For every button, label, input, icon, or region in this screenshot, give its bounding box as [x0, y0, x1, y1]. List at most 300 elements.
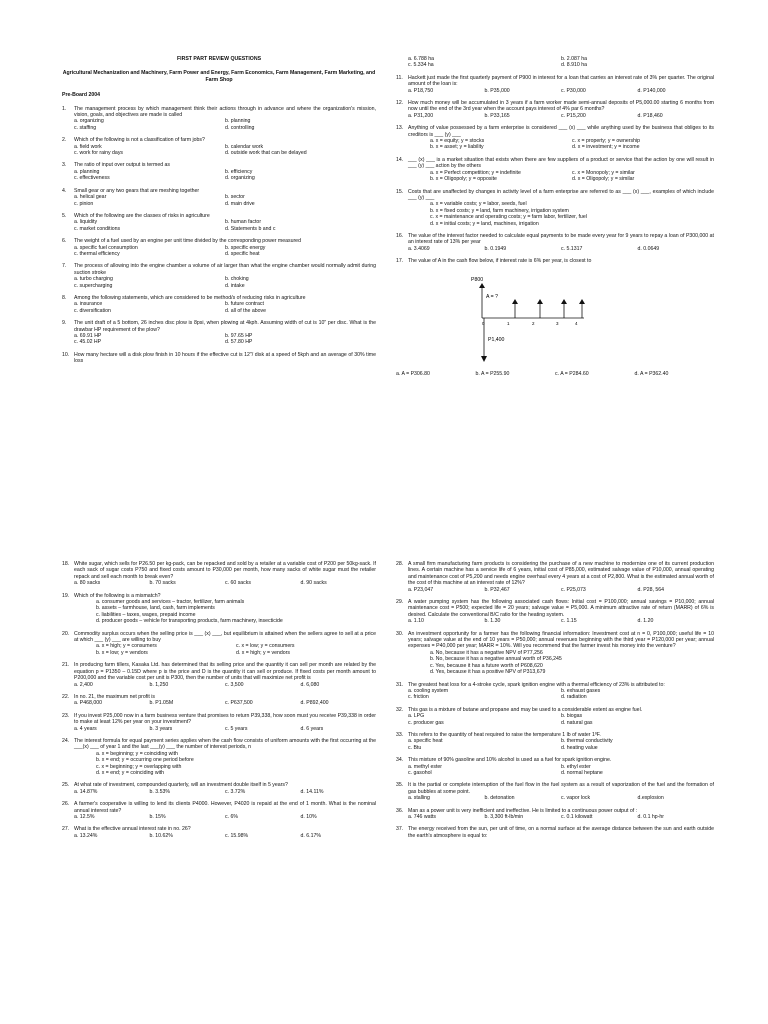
option: b. 1,250: [149, 681, 169, 688]
option: c. x = Monopoly; y = similar: [572, 169, 635, 176]
option-row: [408, 176, 714, 182]
question-item: [396, 100, 714, 119]
option: d. controlling: [225, 124, 255, 131]
question-item: [62, 694, 376, 707]
question-text: This gas is a mixture of butane and propane and may be used to a considerable extent as engine fuel.: [408, 706, 643, 713]
question-number: 1.: [62, 105, 67, 112]
question-options: [408, 201, 714, 227]
option: b. x = Oligopoly; y = opposite: [430, 176, 497, 183]
option: d. Statements b and c: [225, 225, 276, 232]
question-item: [396, 258, 714, 264]
question-item: [62, 295, 376, 314]
question-options: [74, 194, 376, 207]
option: b. calendar work: [225, 143, 264, 150]
option: a. x = equity; y = stocks: [430, 138, 485, 145]
option: d. intake: [225, 282, 245, 289]
a-label: A = ?: [486, 293, 498, 300]
option: d. P18,460: [637, 112, 663, 119]
option: a. 2,400: [74, 681, 93, 688]
question-text: What is the effective annual interest rate in no. 26?: [74, 826, 191, 833]
question-text: A water pumping system has the following associated cash flows: Initial cost = P100,000; annual savings = P10,000; annual maintenance cost = P500; expected life = 20 years; salvage value = P5,000. A minimum attractive rate of return (MARR) of 6% is desired. Calculate the conventional B/C ratio for the heating system.: [408, 599, 714, 618]
question-text: In producing farm tillers, Kasaka Ltd. has determined that its selling price and the quantity it can sell per month are related by the equation p = P1350 – 0.15D where p is the price and D is the quantity it can sell or produce. If fixed costs per month amount to P200,000 and the variable cost per unit is P300, then the number of units that will maximize net profit is: [74, 662, 376, 682]
option: b. 15%: [149, 814, 166, 820]
option: a. P31,200: [408, 112, 434, 119]
option: c. P25,073: [561, 586, 586, 593]
p1400-arrowhead: [481, 356, 487, 362]
section-heading: Pre-Board 2004: [62, 92, 101, 99]
option: d. x = initial costs; y = land, machines, irrigation: [430, 220, 539, 227]
option: d. A = P362.40: [634, 370, 669, 377]
option: a. x = Perfect competition; y = indefinite: [430, 169, 521, 176]
option: b. detonation: [484, 795, 515, 802]
question-options: [408, 618, 714, 624]
question-item: [62, 188, 376, 207]
option: c. Btu: [408, 744, 422, 751]
option: c. staffing: [74, 124, 97, 131]
option: b. thermal conductivity: [561, 738, 613, 745]
question-options: [74, 169, 376, 182]
question-text: The process of allowing into the engine chamber a volume of air larger than what the engine chamber would normally admit during suction stroke: [74, 263, 376, 276]
option: a. No, because it has a negative NPV of P77,256: [430, 649, 543, 656]
question-options: [408, 170, 714, 183]
question-number: 31.: [396, 681, 404, 688]
question-body: [408, 808, 714, 821]
question-text: The value of A in the cash flow below, if interest rate is 6% per year, is closest to: [408, 258, 592, 265]
option: a. 746 watts: [408, 814, 436, 820]
question-body: [74, 713, 376, 732]
question-item: [396, 233, 714, 252]
option: a. specific heat: [408, 738, 443, 745]
question-item: [62, 263, 376, 289]
option: c. x = beginning; y = overlapping with: [96, 763, 182, 770]
q10-options: [408, 56, 714, 69]
question-options: [408, 113, 714, 119]
option: b. 70 sacks: [149, 580, 176, 587]
question-number: 25.: [62, 782, 70, 789]
question-number: 22.: [62, 693, 70, 700]
question-options: [74, 751, 376, 777]
option: a. planning: [74, 168, 100, 175]
option: c. 5 years: [225, 725, 248, 732]
question-text: How much money will be accumulated in 3 years if a farm worker made semi-annual deposits of P5,000.00 starting 6 months from now until the end of the 3rd year when the account pays interest of 4% par 6 months?: [408, 100, 714, 113]
option: d. x = Oligopoly; y = similar: [572, 176, 635, 183]
question-options: [408, 814, 714, 820]
question-item: [62, 631, 376, 657]
question-body: [74, 593, 376, 625]
question-options: [74, 682, 376, 688]
question-item: [62, 162, 376, 181]
question-text: The weight of a fuel used by an engine per unit time divided by the corresponding power measured: [74, 238, 301, 245]
tick-label: 1: [507, 320, 510, 326]
option: a. insurance: [74, 301, 103, 308]
option: a. P23,047: [408, 586, 434, 593]
option: b. x = low; y = vendors: [96, 649, 148, 656]
question-number: 37.: [396, 826, 404, 833]
option: c. 3.72%: [225, 788, 246, 795]
option: d. organizing: [225, 175, 255, 182]
question-body: [74, 106, 376, 132]
question-item: [396, 682, 714, 701]
option: b. future contract: [225, 301, 264, 308]
question-text: This mixture of 90% gasoline and 10% alcohol is used as a fuel for spark ignition engine.: [408, 757, 612, 764]
question-text: The management process by which management think their actions through in advance and where the organization's mission, vision, goals, and objectives are made is called: [74, 105, 376, 119]
option: c. supercharging: [74, 282, 113, 289]
option: a. 14.87%: [74, 788, 98, 795]
option: c. market conditions: [74, 225, 121, 232]
question-body: [74, 320, 376, 346]
question-text: The unit draft of a 5 bottom, 26 inches disc plow is 8psi, when plowing at 4kph. Assuming width of cut is 10" per disc. What is the drawbar HP requirement of the plow?: [74, 320, 376, 333]
question-number: 21.: [62, 662, 70, 669]
question-text: The value of the interest factor needed to calculate equal payments to be made every year for 9 years to repay a loan of P300,000 at an interest rate of 13% per year: [408, 232, 714, 246]
question-body: [74, 826, 376, 839]
question-text: Small gear or any two gears that are meshing together: [74, 187, 200, 194]
option: d. natural gas: [561, 719, 593, 726]
question-text: Costs that are unaffected by changes in activity level of a farm enterprise are referred to as ___ (x) ___, examples of which include ___ (y) ___: [408, 188, 714, 201]
question-options: [408, 587, 714, 593]
option: c. friction: [408, 694, 429, 701]
question-options: [74, 726, 376, 732]
option: a. consumer goods and services – tractor, fertilizer, farm animals: [96, 599, 245, 606]
question-body: [408, 757, 714, 776]
question-options: [408, 795, 714, 801]
option: c. 3,500: [225, 681, 244, 688]
question-options: [74, 276, 376, 289]
option: b. 97.65 HP: [225, 333, 253, 339]
option: d. radiation: [561, 694, 587, 701]
question-item: [62, 662, 376, 688]
option: d. P28, 564: [637, 586, 665, 593]
option: b. A = P255.90: [475, 370, 510, 377]
option: d. normal heptane: [561, 769, 603, 776]
option: d. main drive: [225, 200, 255, 207]
option-row: [408, 144, 714, 150]
option: a. stalling: [408, 795, 430, 802]
question-item: [62, 106, 376, 132]
p800-arrowhead: [479, 283, 485, 288]
option: b. sector: [225, 194, 245, 201]
question-item: [62, 801, 376, 820]
question-options: [408, 138, 714, 151]
question-item: [396, 75, 714, 94]
question-text: A small firm manufacturing farm products is considering the purchase of a new machine to modernize one of its current production lines. A certain machine has a service life of 6 years, initial cost of P85,000, estimated salvage value of P10,000, annual operating and maintenance cost of P5,200 and needs engine overhaul every 4 years at a cost of P2,800. What is the estimated annual worth of the cost of this machine at an interest rate of 12%?: [408, 561, 714, 587]
option: d. heating value: [561, 744, 598, 751]
question-body: [408, 782, 714, 801]
question-body: [408, 157, 714, 183]
option: a. 6.788 ha: [408, 56, 434, 62]
option: b. 3,300 ft-lb/min: [484, 814, 524, 820]
option: b. assets – farmhouse, land, cash, farm implements: [96, 605, 215, 612]
option: b. biogas: [561, 713, 583, 720]
question-options: [74, 700, 376, 706]
tick-label: 2: [532, 320, 535, 326]
question-text: The greatest heat loss for a 4-stroke cycle, spark ignition engine with a thermal efficiency of 23% is attributed to:: [408, 681, 665, 688]
page-title: FIRST PART REVIEW QUESTIONS: [176, 56, 262, 62]
option: c. liabilities – taxes, wages, prepaid income: [96, 611, 196, 618]
question-number: 17.: [396, 258, 404, 265]
option: a. 3.4069: [408, 245, 430, 252]
option: a. 1.10: [408, 618, 424, 625]
question-options: [74, 118, 376, 131]
question-options: [74, 301, 376, 314]
question-text: At what rate of investment, compounded quarterly, will an investment double itself in 5 years?: [74, 782, 288, 789]
question-body: [408, 599, 714, 625]
question-options: [74, 599, 376, 625]
question-item: [396, 808, 714, 821]
question-body: [74, 801, 376, 820]
option: d.explosion: [637, 795, 664, 802]
option: b. No, because it has a negative annual worth of P36,245: [430, 656, 562, 663]
option: a. 80 sacks: [74, 580, 101, 587]
option: b. x = asset; y = liability: [430, 144, 484, 151]
question-item: [396, 157, 714, 183]
option: d. 90 sacks: [300, 580, 327, 587]
question-text: How many hectare will a disk plow finish in 10 hours if the effective cut is 12"/ disk at a speed of 5kph and an average of 30% time loss: [74, 351, 376, 365]
column-4: [396, 561, 714, 845]
option: a. x = variable costs; y = labor, seeds, fuel: [430, 201, 527, 208]
question-text: The ratio of input over output is termed as: [74, 162, 171, 169]
option: c. gasohol: [408, 769, 432, 776]
option: c. vapor lock: [561, 795, 591, 802]
option: d. outside work that can be delayed: [225, 150, 307, 157]
option: c. diversification: [74, 307, 111, 314]
question-item: [62, 238, 376, 257]
tick-label: 3: [556, 320, 559, 326]
question-text: White sugar, which sells for P26.50 per kg-pack, can be repacked and sold by a retailer at a variable cost of P200 per 50kg-sack. If each sack of sugar costs P750 and fixed costs amount to P30,000 per month, how many sacks of white sugar must the retailer repack and sell each month to break even?: [74, 561, 376, 580]
question-body: [408, 682, 714, 701]
question-text: The energy received from the sun, per unit of time, on a normal surface at the average distance between the sun and earth outside the earth's atmosphere is equal to:: [408, 826, 714, 839]
option: a. organizing: [74, 118, 104, 125]
option: a. specific fuel consumption: [74, 244, 138, 251]
question-body: [74, 662, 376, 688]
option: b. 2.087 ha: [561, 56, 587, 62]
question-options: [74, 643, 376, 656]
option: d. 57.80 HP: [225, 339, 253, 346]
option: a. 13.24%: [74, 832, 98, 839]
question-item: [396, 561, 714, 593]
question-body: [408, 258, 714, 264]
question-body: [408, 561, 714, 593]
option: d. P140,000: [637, 87, 666, 94]
option: b. choking: [225, 276, 249, 283]
option: d. P892,400: [300, 700, 329, 707]
question-body: [408, 631, 714, 676]
option: c. 6%: [225, 814, 238, 820]
question-text: A farmer's cooperative is willing to lend its clients P4000. However, P4020 is repaid at the end of 1 month. What is the nominal annual interest rate?: [74, 801, 376, 814]
question-item: [396, 599, 714, 625]
question-list: [62, 106, 376, 365]
question-body: [74, 561, 376, 587]
question-options: [408, 650, 714, 676]
question-item: [62, 713, 376, 732]
question-body: [408, 732, 714, 751]
question-body: [408, 189, 714, 227]
option: c. 5.334 ha: [408, 62, 434, 69]
question-body: [74, 352, 376, 365]
question-number: 26.: [62, 801, 70, 808]
question-number: 32.: [396, 706, 404, 713]
option: d. 0.1 hp-hr: [637, 814, 665, 820]
question-item: [62, 352, 376, 365]
question-body: [74, 295, 376, 314]
option: b. 0.1949: [484, 245, 507, 252]
option: c. x = property; y = ownership: [572, 138, 641, 145]
question-number: 34.: [396, 757, 404, 764]
option: b. efficiency: [225, 168, 253, 175]
option: c. 0.1 kilowatt: [561, 814, 593, 820]
option-row: [74, 650, 376, 656]
question-list: [62, 561, 376, 839]
question-number: 9.: [62, 320, 67, 327]
question-text: This refers to the quantity of heat required to raise the temperature 1 lb of water 1ºF.: [408, 731, 601, 738]
cash-flow-top-label: P800: [471, 276, 484, 283]
option: b. x = fixed costs; y = land, farm machinery, irrigation system: [430, 207, 569, 214]
option: a. x = beginning; y = coinciding with: [96, 750, 178, 757]
option: b. P1.05M: [149, 700, 174, 707]
option: b. planning: [225, 118, 251, 125]
option: a. 69.91 HP: [74, 333, 102, 339]
question-body: [74, 162, 376, 181]
question-number: 12.: [396, 100, 404, 107]
option: d. 6,080: [300, 681, 320, 688]
option: a. x = high; y = consumers: [96, 643, 157, 650]
question-number: 28.: [396, 561, 404, 567]
question-item: [396, 707, 714, 726]
option: d. 6 years: [300, 725, 324, 732]
question-number: 4.: [62, 187, 67, 194]
cash-flow-diagram: [396, 271, 714, 367]
question-body: [74, 238, 376, 257]
question-number: 16.: [396, 232, 404, 239]
cash-flow-bottom-label: P1,400: [488, 336, 505, 343]
q17-options: [396, 371, 714, 377]
question-list: [396, 75, 714, 265]
option: c. 1.15: [561, 618, 577, 625]
question-options: [408, 246, 714, 252]
option: c. producer gas: [408, 719, 444, 726]
option: d. producer goods – vehicle for transporting products, farm machinery, insecticide: [96, 618, 283, 625]
option: b. exhaust gases: [561, 687, 601, 694]
question-number: 5.: [62, 212, 67, 219]
question-number: 7.: [62, 263, 67, 270]
question-list: [396, 561, 714, 839]
option: a. 4 years: [74, 725, 97, 732]
option: c. Yes, because it has a future worth of P608,620: [430, 662, 543, 669]
option: a. cooling system: [408, 687, 449, 694]
option: c. 45.02 HP: [74, 339, 102, 346]
option: d. Yes, because it has a positive NPV of P313,679: [430, 669, 546, 676]
question-item: [396, 189, 714, 227]
question-text: Which of the following is a mismatch?: [74, 592, 161, 599]
question-options: [74, 789, 376, 795]
option: a. field work: [74, 143, 102, 150]
option: a. LPG: [408, 713, 425, 720]
question-number: 14.: [396, 156, 404, 163]
question-number: 15.: [396, 188, 404, 195]
question-body: [74, 263, 376, 289]
question-number: 11.: [396, 74, 403, 81]
option: d. x = end; y = coinciding with: [96, 769, 165, 776]
question-number: 2.: [62, 137, 67, 144]
option: d. 8.910 ha: [561, 62, 587, 69]
option: a. turbo charging: [74, 276, 113, 283]
question-text: If you invest P25,000 now in a farm business venture that promises to return P39,338, how soon must you receive P39,338 in order to make at least 12% per year on your investment?: [74, 712, 376, 726]
question-number: 13.: [396, 125, 404, 132]
question-number: 19.: [62, 592, 70, 599]
question-number: 3.: [62, 162, 67, 169]
question-number: 30.: [396, 630, 404, 637]
question-number: 10.: [62, 351, 70, 358]
question-text: Hackett just made the first quarterly payment of P900 in interest for a loan that carries an interest rate of 3% per quarter. The original amount of the loan is:: [408, 74, 714, 88]
question-options: [74, 245, 376, 258]
question-item: [396, 125, 714, 151]
option: d. 6.17%: [300, 832, 321, 839]
question-number: 23.: [62, 712, 70, 719]
question-text: In no. 21, the maximum net profit is: [74, 693, 156, 700]
option: a. P18,750: [408, 87, 434, 94]
question-text: Man as a power unit is very inefficient and ineffective. He is limited to a continuous power output of :: [408, 807, 638, 814]
option: b. 1.30: [484, 618, 501, 625]
question-body: [408, 75, 714, 94]
option: b. P33,165: [484, 112, 510, 119]
question-item: [396, 757, 714, 776]
option: a. methyl ester: [408, 763, 443, 770]
question-number: 18.: [62, 561, 70, 567]
question-body: [408, 100, 714, 119]
option: b. 3 years: [149, 725, 173, 732]
question-body: [74, 694, 376, 707]
option: c. P30,000: [561, 87, 586, 94]
question-options: [74, 333, 376, 346]
question-options: [74, 580, 376, 586]
question-item: [62, 782, 376, 795]
option: a. P468,000: [74, 700, 102, 707]
question-number: 29.: [396, 599, 404, 606]
option: b. 10.62%: [149, 832, 173, 839]
question-text: Which of the following are the classes of risks in agriculture: [74, 212, 210, 219]
option: c. effectiveness: [74, 175, 110, 182]
question-item: [62, 320, 376, 346]
question-options: [74, 219, 376, 232]
question-body: [74, 213, 376, 232]
option: b. 3.53%: [149, 788, 170, 795]
question-number: 35.: [396, 782, 404, 789]
question-body: [74, 631, 376, 657]
question-text: The interest formula for equal payment series applies when the cash flow consists of uniform amounts with the first occurring at the ___(x) ___ of year 1 and the last ___(y) ___ the number of interest periods, n: [74, 737, 376, 751]
question-text: It is the partial or complete interruption of the fuel flow in the fuel system as a result of vaporization of the fuel and the formation of gas bubbles at some point.: [408, 782, 714, 795]
option: b. human factor: [225, 219, 262, 226]
option: a. helical gear: [74, 194, 107, 201]
question-number: 33.: [396, 731, 404, 738]
option: c. x = low; y = consumers: [236, 643, 295, 650]
option: d. 1.20: [637, 618, 654, 625]
column-3: [62, 561, 376, 845]
option: d. x = investment; y = income: [572, 144, 640, 151]
question-options: [74, 144, 376, 157]
option: b. x = end; y = occurring one period before: [96, 757, 194, 764]
question-body: [408, 707, 714, 726]
option: c. work for rainy days: [74, 150, 124, 157]
question-item: [62, 593, 376, 625]
question-text: Which of the following is not a classification of farm jobs?: [74, 137, 205, 144]
option: c. A = P284.60: [555, 370, 589, 377]
tick-label: 4: [575, 320, 578, 326]
question-body: [74, 188, 376, 207]
option: c. P15,200: [561, 112, 586, 119]
question-item: [62, 213, 376, 232]
option: d. 14.11%: [300, 788, 324, 795]
option: c. 60 sacks: [225, 580, 251, 587]
option: a. liquidity: [74, 219, 98, 226]
